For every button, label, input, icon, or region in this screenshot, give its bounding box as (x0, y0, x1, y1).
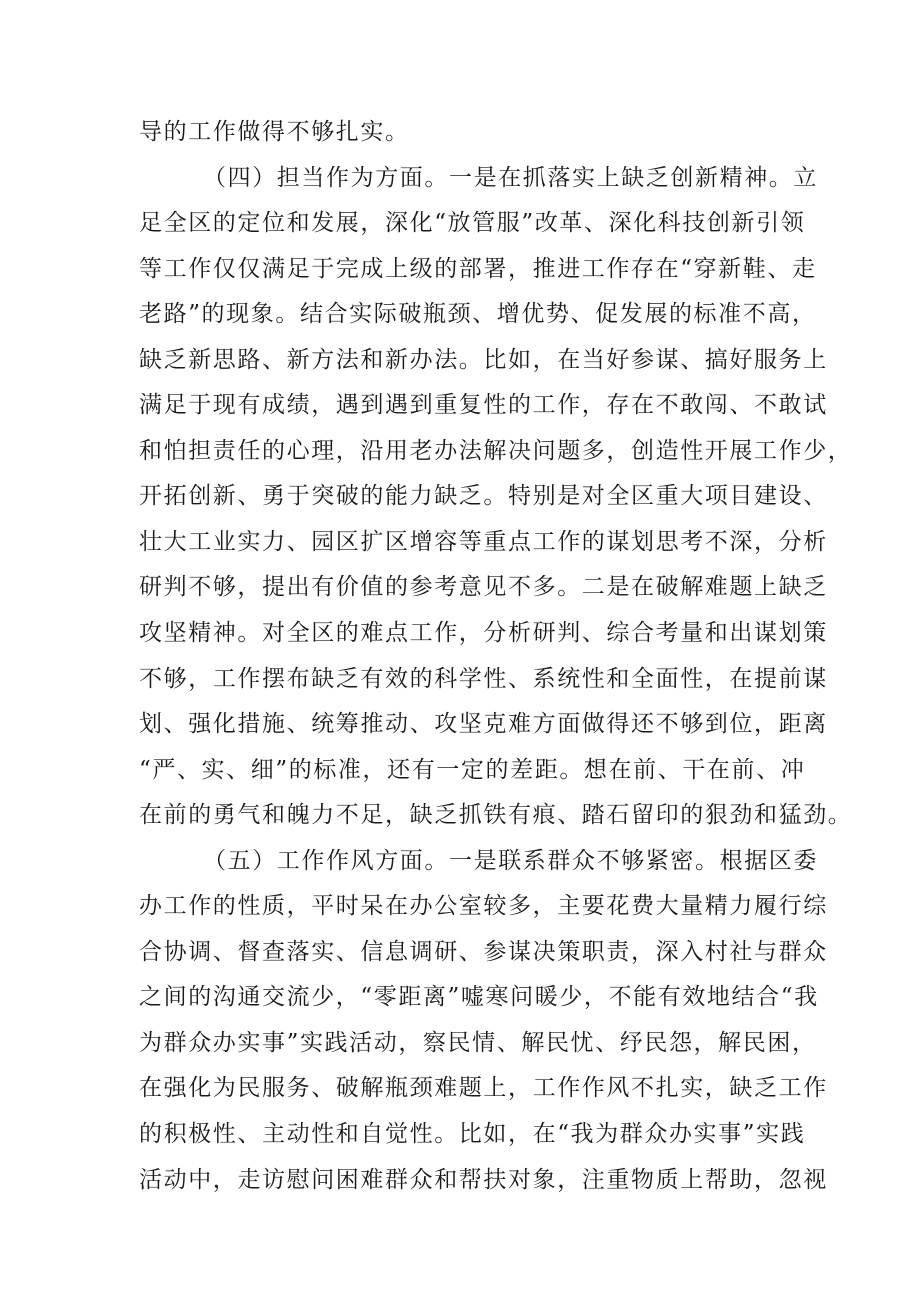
text-line: 和怕担责任的心理，沿用老办法解决问题多，创造性开展工作少， (139, 437, 853, 464)
text-line: 的积极性、主动性和自觉性。比如，在“我为群众办实事”实践 (139, 1121, 806, 1148)
paragraph-heading-line: （四）担当作为方面。一是在抓落实上缺乏创新精神。立 (203, 164, 818, 191)
paragraph-heading-line: （五）工作作风方面。一是联系群众不够紧密。根据区委 (203, 847, 818, 874)
text-line: 开拓创新、勇于突破的能力缺乏。特别是对全区重大项目建设、 (139, 483, 828, 510)
text-line: 为群众办实事”实践活动，察民情、解民忧、纾民怨，解民困， (139, 1029, 817, 1056)
text-line: 攻坚精神。对全区的难点工作，分析研判、综合考量和出谋划策 (139, 620, 828, 647)
text-line: 之间的沟通交流少，“零距离”嘘寒问暖少，不能有效地结合“我 (139, 984, 819, 1011)
text-line: 足全区的定位和发展，深化“放管服”改革、深化科技创新引领 (139, 210, 806, 237)
text-line: 导的工作做得不够扎实。 (139, 119, 410, 145)
text-line: 划、强化措施、统筹推动、攻坚克难方面做得还不够到位，距离 (139, 711, 828, 738)
text-line: 在强化为民服务、破解瓶颈难题上，工作作风不扎实，缺乏工作 (139, 1075, 828, 1102)
text-line: 不够，工作摆布缺乏有效的科学性、系统性和全面性，在提前谋 (139, 665, 828, 692)
text-line: 活动中，走访慰问困难群众和帮扶对象，注重物质上帮助，忽视 (139, 1166, 828, 1193)
text-line: 老路”的现象。结合实际破瓶颈、增优势、促发展的标准不高， (139, 301, 817, 328)
text-line: “严、实、细”的标准，还有一定的差距。想在前、干在前、冲 (139, 756, 806, 783)
text-line: 缺乏新思路、新方法和新办法。比如，在当好参谋、搞好服务上 (139, 346, 828, 373)
text-line: 办工作的性质，平时呆在办公室较多，主要花费大量精力履行综 (139, 893, 828, 920)
text-line: 等工作仅仅满足于完成上级的部署，推进工作存在“穿新鞋、走 (139, 255, 817, 282)
text-line: 在前的勇气和魄力不足，缺乏抓铁有痕、踏石留印的狠劲和猛劲。 (139, 802, 853, 829)
text-line: 研判不够，提出有价值的参考意见不多。二是在破解难题上缺乏 (139, 574, 828, 601)
document-body (139, 110, 853, 1203)
text-line: 合协调、督查落实、信息调研、参谋决策职责，深入村社与群众 (139, 938, 828, 965)
text-line: 满足于现有成绩，遇到遇到重复性的工作，存在不敢闯、不敢试 (139, 392, 828, 419)
text-line: 壮大工业实力、园区扩区增容等重点工作的谋划思考不深，分析 (139, 528, 828, 555)
